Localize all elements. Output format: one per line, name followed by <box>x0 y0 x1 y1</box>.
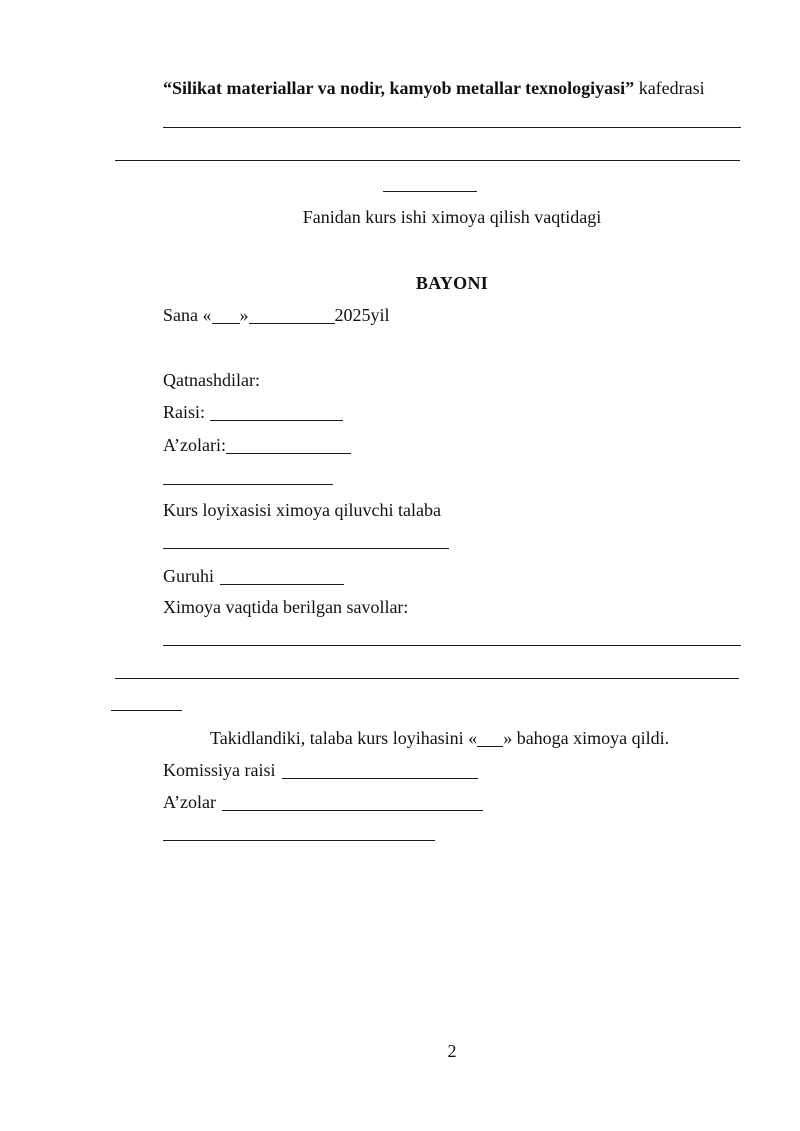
header-blank-rule-1 <box>163 127 741 128</box>
department-suffix: kafedrasi <box>634 78 705 98</box>
commission-members-signature-blank <box>222 808 483 811</box>
department-name: “Silikat materiallar va nodir, kamyob metallar texnologiyasi” <box>163 78 635 98</box>
members-names-blank <box>226 451 351 454</box>
course-name-blank-rule <box>383 191 477 192</box>
participants-label: Qatnashdilar: <box>163 370 260 390</box>
chairman-label: Raisi: <box>163 402 206 422</box>
date-line <box>163 305 390 326</box>
chairman-line <box>163 402 343 423</box>
header-blank-rule-2 <box>115 160 740 161</box>
commission-members-label: A’zolar <box>163 792 216 812</box>
conclusion-prefix: Takidlandiki, talaba kurs loyihasini « <box>210 728 478 748</box>
student-caption: Kurs loyixasisi ximoya qiluvchi talaba <box>163 500 441 520</box>
members-label: A’zolari: <box>163 435 226 455</box>
document-title: BAYONI <box>415 273 489 293</box>
questions-blank-rule-3 <box>111 710 182 711</box>
members-line <box>163 435 351 456</box>
commission-chair-line <box>163 760 478 781</box>
grade-blank <box>477 744 503 747</box>
student-name-blank-rule <box>163 548 449 549</box>
commission-members-blank-rule <box>163 840 435 841</box>
questions-label: Ximoya vaqtida berilgan savollar: <box>163 597 409 617</box>
group-line <box>163 566 344 587</box>
conclusion-suffix: » bahoga ximoya qildi. <box>503 728 670 748</box>
questions-blank-rule-1 <box>163 645 741 646</box>
questions-blank-rule-2 <box>115 678 739 679</box>
date-day-blank <box>212 321 240 324</box>
conclusion-line <box>210 728 669 749</box>
commission-chair-signature-blank <box>282 776 478 779</box>
date-year: 2025yil <box>334 305 390 325</box>
date-quote-close: » <box>239 305 249 325</box>
members-blank-rule <box>163 484 333 485</box>
department-header <box>163 78 705 99</box>
commission-members-line <box>163 792 483 813</box>
date-month-blank <box>249 321 335 324</box>
chairman-name-blank <box>210 418 343 421</box>
date-prefix: Sana « <box>163 305 212 325</box>
group-name-blank <box>220 582 344 585</box>
group-label: Guruhi <box>163 566 214 586</box>
commission-chair-label: Komissiya raisi <box>163 760 276 780</box>
page-number: 2 <box>447 1041 457 1061</box>
occasion-subtitle: Fanidan kurs ishi ximoya qilish vaqtidagi <box>302 207 602 227</box>
